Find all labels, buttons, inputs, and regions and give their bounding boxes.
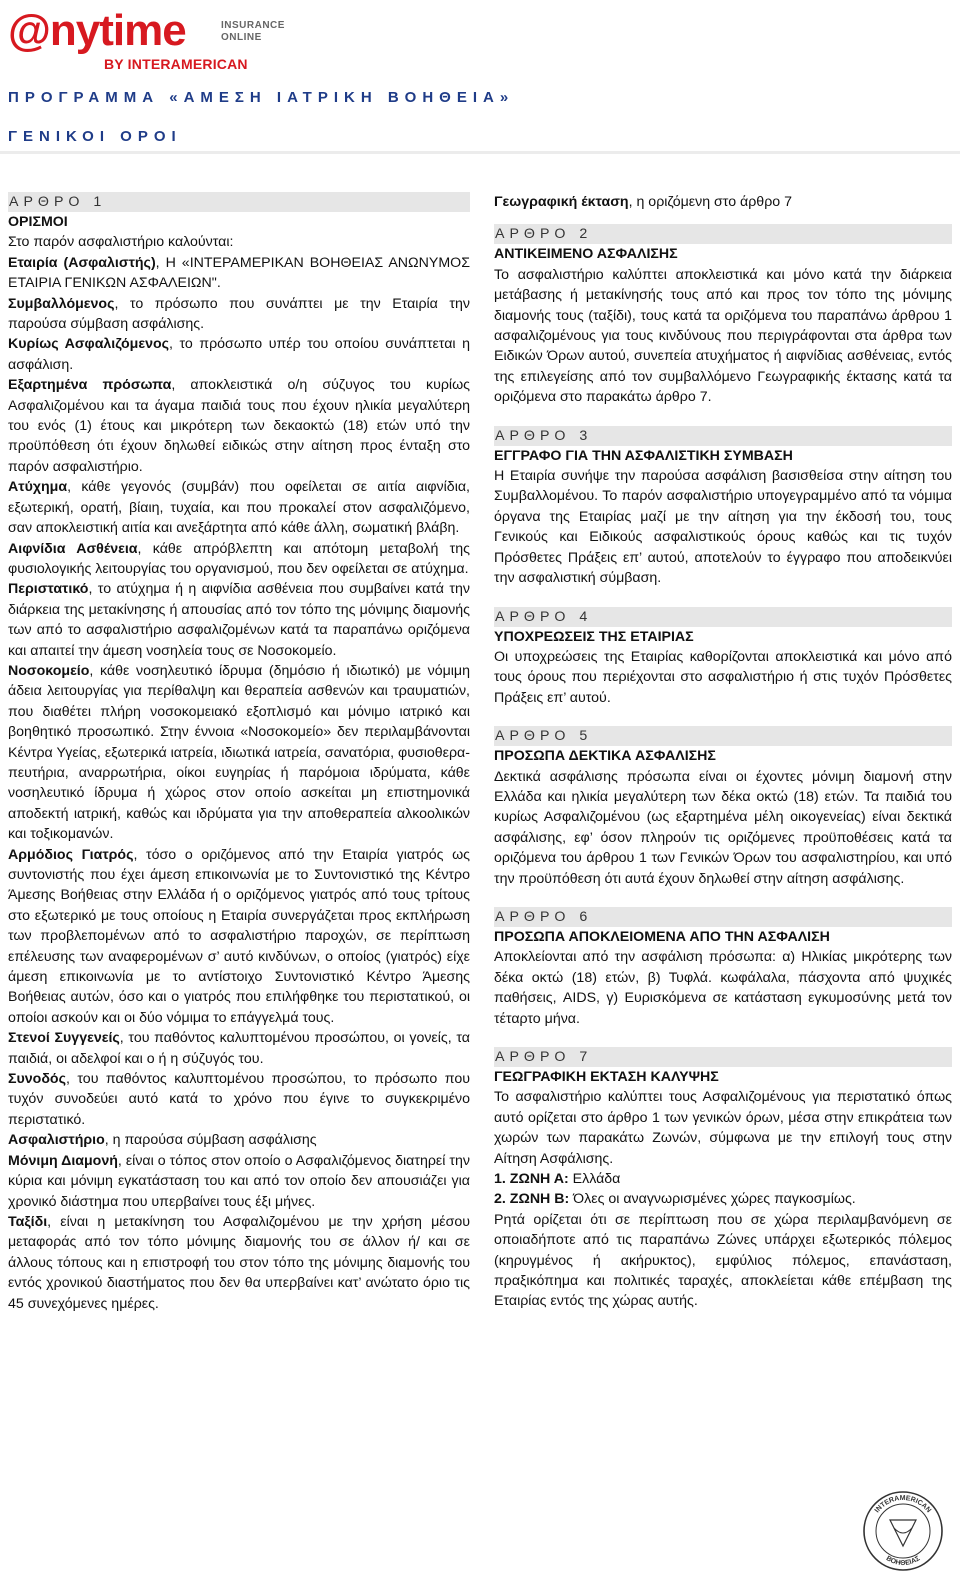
- def-main-insured: Κυρίως Ασφαλιζόμενος, το πρόσωπο υπέρ του οποίου συνάπτεται η ασφάλιση.: [8, 336, 470, 373]
- svg-text:INTERAMERICAN: INTERAMERICAN: [873, 1494, 933, 1515]
- def-illness: Αιφνίδια Ασθένεια, κάθε απρόβλεπτη και απότομη μεταβολή της φυσιολογικής λειτουργίας του οργανισμού, που δεν οφείλεται σε ατύχημα.: [8, 540, 470, 577]
- article-7-heading: ΑΡΘΡΟ 7: [494, 1047, 952, 1067]
- def-accident: Ατύχημα, κάθε γεγονός (συμβάν) που οφείλεται σε αιτία αιφνίδια, εξωτερική, ορατή, βίαιη, τυχαία, και που προκαλεί στον ασφαλιζόμενο, σαν αποκλειστική αιτία και ανεξάρτητα από κάθε άλλη, σωματική βλάβη.: [8, 479, 470, 537]
- article-7-note: Ρητά ορίζεται ότι σε περίπτωση που σε χώρα περιλαμβανόμενη σε οποιαδήποτε από τις παραπάνω Ζώνες υπάρχει εξωτερικός πόλεμος (κηρυγμένος ή ακήρυκτος), εμφύλιος πόλεμος, επανάσταση, πραξικόπημα και πολιτικές ταραχές, αποκλείεται κάθε επέμβαση της Εταιρίας εντός της χώρας αυτής.: [494, 1211, 952, 1310]
- article-7-text: Το ασφαλιστήριο καλύπτει τους Ασφαλιζομένους για περιστατικό όπως αυτό ορίζεται στο άρθρο 1 των γενικών όρων, μέσα στην επικράτεια των χωρών των παρακάτω Ζωνών, σύμφωνα με την επιλογή τους στην Αίτηση Ασφάλισης.: [494, 1089, 952, 1167]
- article-1-title: ΟΡΙΣΜΟΙ: [8, 214, 68, 230]
- divider: [0, 151, 960, 154]
- article-3-text: Η Εταιρία συνήψε την παρούσα ασφάλιση βασισθείσα στην αίτηση του Συμβαλλομένου. Το παρόν ασφαλιστήριο υπογεγραμμένο από τα νόμιμα όργανα της Εταιρίας μαζί με την αίτηση για την έκδοσή του, τους Γενικούς και Ειδικούς ασφαλιστικούς όρους καθώς και τις τυχόν Πρόσθετες Πράξεις επ’ αυτού, αποτελούν το έγγραφο που αποδεικνύει την ασφαλιστική σύμβαση.: [494, 468, 952, 587]
- def-policy: Ασφαλιστήριο, η παρούσα σύμβαση ασφάλισης: [8, 1132, 317, 1149]
- article-4-text: Οι υποχρεώσεις της Εταιρίας καθορίζονται αποκλειστικά και μόνο από τους όρους που περιέχονται στο ασφαλιστήριο ή στις τυχόν Πρόσθετες Πράξεις επ’ αυτού.: [494, 648, 952, 706]
- company-stamp: [862, 1490, 944, 1572]
- program-title: ΠΡΟΓΡΑΜΜΑ «ΑΜΕΣΗ ΙΑΤΡΙΚΗ ΒΟΗΘΕΙΑ»: [8, 89, 515, 106]
- article-7-title: ΓΕΩΓΡΑΦΙΚΗ ΕΚΤΑΣΗ ΚΑΛΥΨΗΣ: [494, 1069, 719, 1085]
- def-geographic-extent: Γεωγραφική έκταση, η οριζόμενη στο άρθρο 7: [494, 194, 792, 210]
- definitions-intro: Στο παρόν ασφαλιστήριο καλούνται:: [8, 234, 234, 251]
- general-terms-title: ΓΕΝΙΚΟΙ ΟΡΟΙ: [8, 128, 182, 145]
- article-2-text: Το ασφαλιστήριο καλύπτει αποκλειστικά και μόνο κατά την διάρκεια μετάβασης ή μετακίνησής τους από και προς τον τόπο της μόνιμης διαμονής τους (ταξίδι), τους κατά τα οριζόμενα του παραπάνω άρθρου 1 ασφαλιζομένους για τους κινδύνους που περιγράφονται στα άρθρα των Ειδικών Όρων αυτού, συνεπεία ατυχήματος ή αιφνίδιας ασθένειας, εντός της επιλεγείσης από τον συμβαλλόμενο Γεωγραφικής έκτασης κατά τα οριζόμενα στο παρακάτω άρθρο 7.: [494, 266, 952, 406]
- article-5-heading: ΑΡΘΡΟ 5: [494, 726, 952, 746]
- article-4-heading: ΑΡΘΡΟ 4: [494, 607, 952, 627]
- article-5-text: Δεκτικά ασφάλισης πρόσωπα είναι οι έχοντες μόνιμη διαμονή στην Ελλάδα και ηλικία μεγαλύτερη των δέκα οκτώ (18) ετών. Τα παιδιά του κυρίως Ασφαλιζομένου (ως εξαρτημένα μέλη οικογενείας) είναι δεκτικά ασφάλισης, εφ’ όσον πληρούν τις οριζόμενες προϋποθέσεις κατά τα οριζόμενα του άρθρου 1 των Γενικών Όρων του ασφαλιστηρίου, και υπό την προϋπόθεση ότι αυτά έχουν δηλωθεί στην αίτηση ασφάλισης.: [494, 768, 952, 887]
- def-relatives: Στενοί Συγγενείς, του παθόντος καλυπτομένου προσώπου, οι γονείς, τα παιδιά, οι αδελφοί και ο ή η σύζυγός του.: [8, 1030, 470, 1067]
- brand-logo: @nytime: [8, 6, 186, 55]
- left-column: [8, 192, 470, 1314]
- page-header: [8, 6, 948, 76]
- article-6-heading: ΑΡΘΡΟ 6: [494, 907, 952, 927]
- right-column: [494, 192, 952, 1312]
- article-1-heading: ΑΡΘΡΟ 1: [8, 192, 470, 212]
- article-4-title: ΥΠΟΧΡΕΩΣΕΙΣ ΤΗΣ ΕΤΑΙΡΙΑΣ: [494, 628, 694, 645]
- zone-b: 2. ΖΩΝΗ Β: Όλες οι αναγνωρισμένες χώρες παγκοσμίως.: [494, 1191, 856, 1208]
- def-contractor: Συμβαλλόμενος, το πρόσωπο που συνάπτει με την Εταιρία την παρούσα σύμβαση ασφάλισης.: [8, 295, 470, 333]
- article-6-text: Αποκλείονται από την ασφάλιση πρόσωπα: α) Ηλικίας μικρότερης των δέκα οκτώ (18) ετών, β) Τυφλά. κωφάλαλα, πάσχοντα από ψυχικές παθήσεις, AIDS, γ) Ευρισκόμενα σε κατάσταση εγκυμοσύνης μετά τον τέταρτο μήνα.: [494, 949, 952, 1027]
- def-trip: Ταξίδι, είναι η μετακίνηση του Ασφαλιζομένου με την χρήση μέσου μεταφοράς από τον τόπο μόνιμης διαμονής του σε άλλον ή/ και σε άλλους τόπους και η επιστροφή του στον τόπο της μόνιμης διαμονής του εντός χρονικού διαστήματος που δεν θα υπερβαίνει κατ’ ανώτατο όριο τις 45 συνεχόμενες ημέρες.: [8, 1213, 470, 1312]
- logo-subtitle: BY INTERAMERICAN: [104, 56, 248, 72]
- article-3-title: ΕΓΓΡΑΦΟ ΓΙΑ ΤΗΝ ΑΣΦΑΛΙΣΤΙΚΗ ΣΥΜΒΑΣΗ: [494, 447, 793, 464]
- article-5-title: ΠΡΟΣΩΠΑ ΔΕΚΤΙΚΑ ΑΣΦΑΛΙΣΗΣ: [494, 748, 716, 765]
- article-2-heading: ΑΡΘΡΟ 2: [494, 224, 952, 244]
- article-2-title: ΑΝΤΙΚΕΙΜΕΝΟ ΑΣΦΑΛΙΣΗΣ: [494, 246, 678, 263]
- def-hospital: Νοσοκομείο, κάθε νοσηλευτικό ίδρυμα (δημόσιο ή ιδιωτικό) με νόμιμη άδεια λειτουργίας για περίθαλψη και θεραπεία ασθενών και τραυματιών, που διαθέτει πλήρη νοσοκομειακό εξοπλισμό και μόνιμο ιατρικό και βοηθητικό προσωπικό. Στην έννοια «Νοσοκομείο» δεν περιλαμβάνονται Κέντρα Υγείας, εξωτερικά ιατρεία, ιδιωτικά ιατρεία, σανατόρια, φυσιοθερα-πευτήρια, αναρρωτήρια, οίκοι ευγηρίας ή παρόμοια ιδρύματα, κάθε νοσηλευτικό ίδρυμα ή χώρος στον οποίο ασκείται μη επιστημονικά αποδεκτή ιατρική, καθώς και ιδρύματα για την αποθεραπεία αλκοολικών και τοξικομανών.: [8, 662, 470, 843]
- def-dependents: Εξαρτημένα πρόσωπα, αποκλειστικά ο/η σύζυγος του κυρίως Ασφαλιζομένου και τα άγαμα παιδιά τους που έχουν ηλικία μεγαλύτερη του ενός (1) έτους και μικρότερη των δεκαοκτώ (18) ετών υπό την προϋπόθεση ότι έχουν δηλωθεί ειδικώς στην αίτηση προς ένταξη στο παρόν ασφαλιστήριο.: [8, 377, 470, 475]
- def-residence: Μόνιμη Διαμονή, είναι ο τόπος στον οποίο ο Ασφαλιζόμενος διατηρεί την κύρια και μόνιμη εγκατάσταση του και από τον οποίο δεν απουσιάζει για χρονικό διάστημα που υπερβαίνει τους έξι μήνες.: [8, 1152, 470, 1210]
- def-insurer: Εταιρία (Ασφαλιστής), Η «ΙΝΤΕΡΑΜΕΡΙΚΑΝ ΒΟΗΘΕΙΑΣ ΑΝΩΝΥΜΟΣ ΕΤΑΙΡΙΑ ΓΕΝΙΚΩΝ ΑΣΦΑΛΕΙΩΝ".: [8, 254, 470, 292]
- def-companion: Συνοδός, του παθόντος καλυπτομένου προσώπου, το πρόσωπο που τυχόν συνοδεύει αυτό κατά το χρόνο που έγινε το συγκεκριμένο περιστατικό.: [8, 1071, 470, 1128]
- zone-a: 1. ΖΩΝΗ Α: Ελλάδα: [494, 1171, 621, 1188]
- article-6-title: ΠΡΟΣΩΠΑ ΑΠΟΚΛΕΙΟΜΕΝΑ ΑΠΟ ΤΗΝ ΑΣΦΑΛΙΣΗ: [494, 928, 830, 945]
- def-incident: Περιστατικό, το ατύχημα ή η αιφνίδια ασθένεια που συμβαίνει κατά την διάρκεια της μετακίνησης ή απουσίας από τον τόπο της μόνιμης διαμονής των από το ασφαλιστήριο ασφαλιζομένων κατά τα παραπάνω οριζόμενα και απαιτεί την άμεση νοσηλεία τους σε Νοσοκομείο.: [8, 581, 470, 659]
- article-3-heading: ΑΡΘΡΟ 3: [494, 426, 952, 446]
- logo-tagline: INSURANCE ONLINE: [221, 20, 285, 43]
- svg-text:ΒΟΗΘΕΙΑΣ: ΒΟΗΘΕΙΑΣ: [884, 1555, 922, 1568]
- def-doctor: Αρμόδιος Γιατρός, τόσο ο οριζόμενος από την Εταιρία γιατρός ως συντονιστής που έχει άμεση επικοινωνία με το Συντονιστικό της Κέντρο Άμεσης Βοήθειας στην Ελλάδα ή ο οριζόμενος γιατρός από τους τρίτους στο εξωτερικό με τους οποίους η Εταιρία συνεργάζεται προς εκπλήρωση των προβλεπομένων από το ασφαλιστήριο παροχών, σε περίπτωση επέλευσης των αναφερομένων σ’ αυτό κινδύνων, ο οποίος (γιατρός) είχε άμεση επικοινωνία με το αντίστοιχο Συντονιστικό Κέντρο Άμεσης Βοήθειας αυτών, όσο και ο γιατρός που επιλήφθηκε του περιστατικού, οι οποίοι ασκούν και οι δύο νόμιμα το επάγγελμά τους.: [8, 846, 470, 1026]
